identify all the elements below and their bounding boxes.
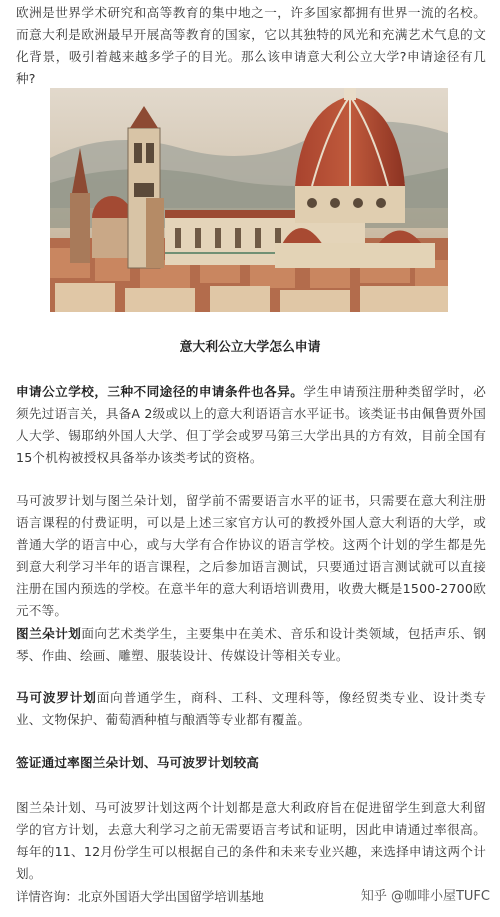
image-caption: 意大利公立大学怎么申请 bbox=[179, 340, 321, 355]
section-3-body: 面向艺术类学生，主要集中在美术、音乐和设计类领域，包括声乐、钢琴、作曲、绘画、雕塑、服装设计、传媒设计等相关专业。 bbox=[16, 626, 487, 663]
section-2-paragraph: 马可波罗计划与图兰朵计划，留学前不需要语言水平的证书，只需要在意大利注册语言课程的付费证明，可以是上述三家官方认可的教授外国人意大利语的大学，或普通大学的语言中心，或与大学有合作协议的语言学校。这两个计划的学生都是先到意大利学习半年的语言课程，之后参加语言测试，只要通过语言测试就可以直接注册在国内预选的学校。在意半年的意大利语培训费用，收费大概是1500-2700欧元不等。 bbox=[16, 493, 486, 618]
intro-paragraph: 欧洲是世界学术研究和高等教育的集中地之一，许多国家都拥有世界一流的名校。而意大利是欧洲最早开展高等教育的国家，它以其独特的风光和充满艺术气息的文化背景，吸引着越来越多学子的目光。那么该申请意大利公立大学?申请途径有几种? bbox=[16, 5, 486, 86]
section-1-lead: 申请公立学校，三种不同途径的申请条件也各异。 bbox=[16, 384, 304, 399]
section-5-heading: 签证通过率图兰朵计划、马可波罗计划较高 bbox=[16, 755, 260, 770]
section-4-lead: 马可波罗计划 bbox=[16, 690, 97, 705]
florence-cathedral-photo bbox=[50, 88, 448, 312]
zhihu-watermark: 知乎 @咖啡小屋TUFC bbox=[360, 889, 490, 904]
footer-contact: 详情咨询：北京外国语大学出国留学培训基地 bbox=[16, 889, 264, 904]
section-1-body: 学生申请预注册种类留学时，必须先过语言关，具备A 2级或以上的意大利语语言水平证书。该类证书由佩鲁贾外国人大学、锡耶纳外国人大学、但丁学会或罗马第三大学出具的方有效，目前全国有15个机构被授权具备举办该类考试的资格。 bbox=[16, 384, 486, 465]
florence-skyline-image bbox=[50, 88, 448, 312]
section-4-paragraph bbox=[16, 687, 486, 731]
section-1-paragraph bbox=[16, 381, 486, 469]
section-3-lead: 图兰朵计划 bbox=[16, 626, 82, 641]
section-5-paragraph: 图兰朵计划、马可波罗计划这两个计划都是意大利政府旨在促进留学生到意大利留学的官方计划，去意大利学习之前无需要语言考试和证明，因此申请通过率很高。每年的11、12月份学生可以根据自己的条件和未来专业兴趣，来选择申请这两个计划。 bbox=[16, 800, 486, 881]
section-4-body: 面向普通学生，商科、工科、文理科等，像经贸类专业、设计类专业、文物保护、葡萄酒种植与酿酒等专业都有覆盖。 bbox=[16, 690, 486, 727]
section-3-paragraph bbox=[16, 623, 486, 667]
